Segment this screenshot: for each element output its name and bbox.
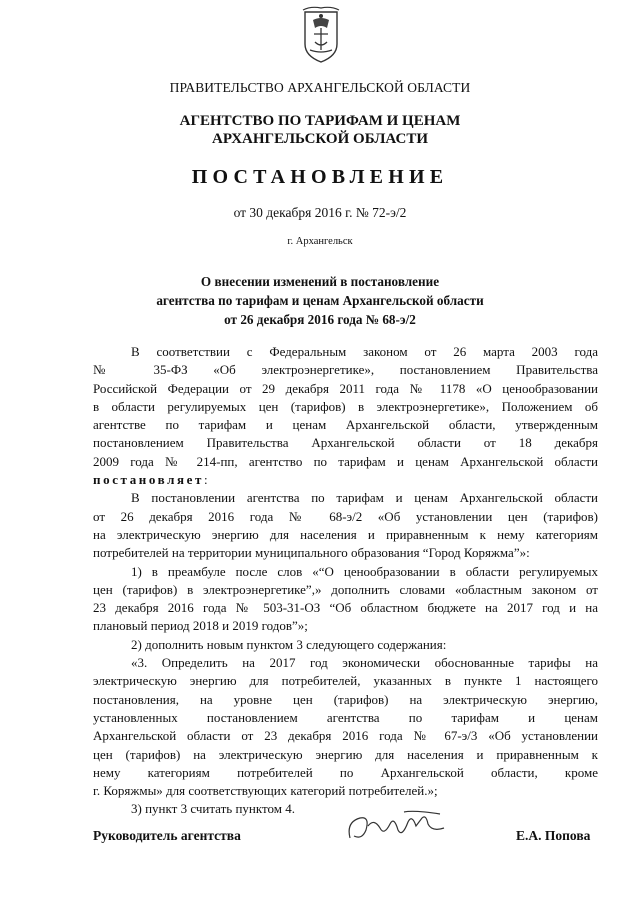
- coat-of-arms-icon: [301, 4, 341, 64]
- body-line: г. Коряжмы» для соответствующих категорий потребителей.»;: [93, 783, 438, 799]
- body-line: В постановлении агентства по тарифам и ценам Архангельской области: [131, 490, 598, 506]
- government-name: ПРАВИТЕЛЬСТВО АРХАНГЕЛЬСКОЙ ОБЛАСТИ: [169, 80, 471, 95]
- body-line: электрическую энергию для потребителей, указанных в пункте 1 настоящего: [93, 673, 598, 689]
- document-subject: [0, 272, 640, 329]
- body-line: 2) дополнить новым пунктом 3 следующего содержания:: [131, 636, 447, 652]
- agency-name: [0, 112, 640, 148]
- document-city: г. Архангельск: [287, 236, 353, 247]
- signature-icon: [344, 808, 454, 848]
- signer-name: Е.А. Попова: [516, 828, 591, 843]
- body-line: плановый период 2018 и 2019 годов”»;: [93, 618, 308, 634]
- document-body: [93, 343, 598, 819]
- body-line: постановлением Правительства Архангельской области от 18 декабря: [93, 435, 598, 451]
- body-line: постановления, на уровне цен (тарифов) на электрическую энергию,: [93, 691, 598, 707]
- body-line: 2009 года № 214-пп, агентство по тарифам и ценам Архангельской области: [93, 453, 598, 469]
- body-line: № 35-ФЗ «Об электроэнергетике», постановлением Правительства: [93, 362, 598, 378]
- document-date-number: от 30 декабря 2016 г. № 72-э/2: [233, 205, 407, 220]
- body-line: 23 декабря 2016 года № 503-31-ОЗ “Об областном бюджете на 2017 год и на: [93, 600, 598, 616]
- body-line: «3. Определить на 2017 год экономически обоснованные тарифы на: [131, 655, 598, 671]
- decree-colon: :: [204, 472, 208, 488]
- document-type: ПОСТАНОВЛЕНИЕ: [191, 166, 449, 188]
- body-line: на электрическую энергию для населения и приравненным к нему категориям: [93, 526, 598, 542]
- body-line: В соответствии с Федеральным законом от 26 марта 2003 года: [131, 344, 598, 359]
- decree-line: [93, 471, 598, 489]
- body-line: в области регулируемых цен (тарифов) в электроэнергетике», Положением об: [93, 398, 598, 414]
- signer-title: Руководитель агентства: [93, 828, 241, 843]
- subject-line2: агентства по тарифам и ценам Архангельской области: [156, 293, 484, 308]
- decree-word: постановляет: [93, 472, 205, 488]
- body-line: цен (тарифов) в электроэнергетике”,» дополнить словами «областным законом от: [93, 581, 598, 597]
- body-line: от 26 декабря 2016 года № 68-э/2 «Об установлении цен (тарифов): [93, 508, 598, 524]
- body-line: Архангельской области от 23 декабря 2016 года № 67-э/3 «Об установлении: [93, 728, 598, 744]
- body-line: Российской Федерации от 29 декабря 2011 года № 1178 «О ценообразовании: [93, 380, 598, 396]
- subject-line1: О внесении изменений в постановление: [200, 274, 440, 289]
- body-line: 1) в преамбуле после слов «“О ценообразовании в области регулируемых: [131, 563, 598, 579]
- body-line: агентстве по тарифам и ценам Архангельской области, утвержденным: [93, 417, 598, 433]
- agency-name-line2: АРХАНГЕЛЬСКОЙ ОБЛАСТИ: [212, 131, 428, 147]
- body-line: цен (тарифов) на электрическую энергию для населения и приравненным к: [93, 746, 598, 762]
- agency-name-line1: АГЕНТСТВО ПО ТАРИФАМ И ЦЕНАМ: [179, 113, 461, 129]
- subject-line3: от 26 декабря 2016 года № 68-э/2: [224, 312, 416, 327]
- body-line: установленных постановлением агентства по тарифам и ценам: [93, 709, 598, 725]
- body-line: нему категориям потребителей по Архангельской области, кроме: [93, 764, 598, 780]
- body-line: 3) пункт 3 считать пунктом 4.: [131, 801, 296, 817]
- body-line: потребителей на территории муниципального образования “Город Коряжма”»:: [93, 545, 530, 561]
